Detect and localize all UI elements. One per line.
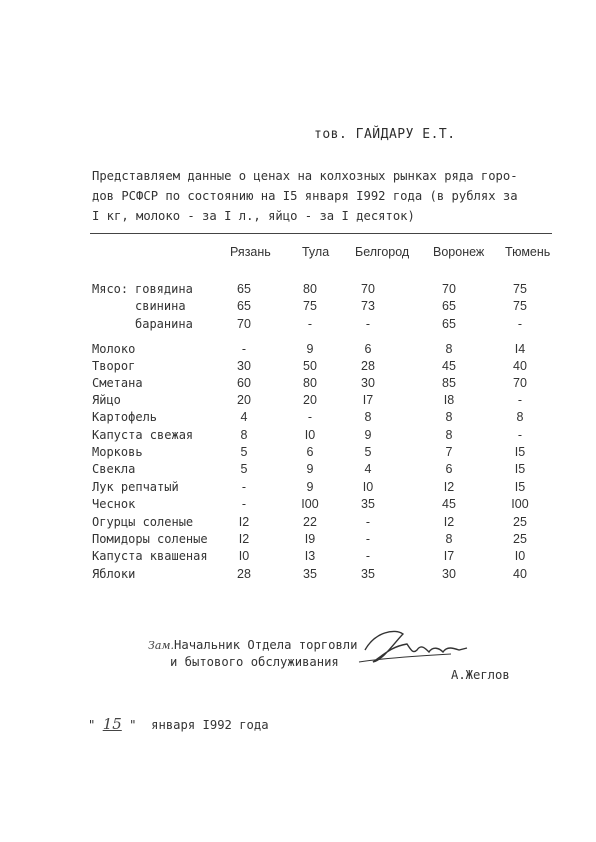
table-cell: - [241, 342, 247, 356]
table-cell: 8 [445, 410, 453, 424]
table-cell: I0 [304, 428, 316, 442]
table-cell: 22 [303, 515, 317, 529]
table-cell: 30 [237, 359, 251, 373]
addressee: тов. ГАЙДАРУ Е.Т. [314, 127, 456, 142]
table-cell: 8 [445, 428, 453, 442]
table-cell: 75 [513, 299, 527, 313]
row-label: баранина [135, 317, 193, 331]
table-cell: 30 [361, 376, 375, 390]
table-cell: I5 [514, 480, 526, 494]
table-cell: I0 [238, 549, 250, 563]
table-cell: 9 [364, 428, 372, 442]
row-label: Сметана [92, 376, 143, 390]
table-cell: - [365, 549, 371, 563]
table-cell: 45 [442, 359, 456, 373]
table-cell: 28 [361, 359, 375, 373]
table-cell: I3 [304, 549, 316, 563]
table-cell: - [517, 393, 523, 407]
table-cell: 5 [364, 445, 372, 459]
row-label: Капуста квашеная [92, 549, 208, 563]
table-cell: 8 [240, 428, 248, 442]
table-cell: 65 [442, 317, 456, 331]
row-label: Огурцы соленые [92, 515, 194, 529]
table-cell: 25 [513, 532, 527, 546]
table-cell: 30 [442, 567, 456, 581]
table-cell: 85 [442, 376, 456, 390]
table-top-rule [90, 233, 552, 234]
table-cell: I2 [238, 532, 250, 546]
date-month-year: января I992 года [151, 718, 269, 732]
table-cell: 60 [237, 376, 251, 390]
date-day-handwritten: 15 [102, 715, 122, 733]
table-cell: I0 [514, 549, 526, 563]
column-header: Тюмень [505, 245, 551, 259]
table-cell: 70 [361, 282, 375, 296]
table-cell: 7 [445, 445, 453, 459]
row-label: Молоко [92, 342, 136, 356]
table-cell: I2 [443, 480, 455, 494]
intro-line: I кг, молоко - за I л., яйцо - за I десяток) [92, 209, 415, 223]
column-header: Белгород [355, 245, 410, 259]
table-cell: - [241, 480, 247, 494]
table-cell: 6 [364, 342, 372, 356]
table-cell: I4 [514, 342, 526, 356]
table-cell: 6 [445, 462, 453, 476]
row-label: Творог [92, 359, 136, 373]
table-cell: I5 [514, 462, 526, 476]
column-header: Рязань [230, 245, 271, 259]
table-cell: 20 [237, 393, 251, 407]
intro-line: Представляем данные о ценах на колхозных рынках ряда горо- [92, 169, 518, 183]
row-label: Яблоки [92, 567, 136, 581]
table-cell: - [517, 317, 523, 331]
handwritten-signature [355, 620, 475, 670]
table-cell: I00 [301, 497, 319, 511]
intro-paragraph [92, 166, 552, 226]
table-cell: 70 [442, 282, 456, 296]
row-label: свинина [135, 299, 186, 313]
table-cell: I7 [362, 393, 374, 407]
table-cell: 8 [445, 342, 453, 356]
date-line [88, 715, 269, 733]
table-cell: 65 [237, 299, 251, 313]
row-label: говядина [135, 282, 193, 296]
row-label: Помидоры соленые [92, 532, 208, 546]
table-cell: - [365, 515, 371, 529]
table-cell: 40 [513, 359, 527, 373]
table-cell: 35 [361, 497, 375, 511]
table-cell: 80 [303, 282, 317, 296]
table-cell: 25 [513, 515, 527, 529]
table-cell: 70 [237, 317, 251, 331]
acting-prefix-handwritten: Зам. [148, 639, 175, 652]
table-cell: - [365, 532, 371, 546]
table-cell: 45 [442, 497, 456, 511]
table-cell: 4 [240, 410, 248, 424]
signature-title: Начальник Отдела торговли [174, 638, 358, 652]
table-cell: - [307, 410, 313, 424]
table-cell: 4 [364, 462, 372, 476]
column-header: Воронеж [433, 245, 485, 259]
table-cell: 9 [306, 342, 314, 356]
row-label: Свекла [92, 462, 136, 476]
column-header: Тула [302, 245, 330, 259]
table-cell: I8 [443, 393, 455, 407]
table-cell: 73 [361, 299, 375, 313]
row-label: Лук репчатый [92, 480, 179, 494]
table-cell: I00 [511, 497, 529, 511]
table-cell: I2 [238, 515, 250, 529]
table-cell: 5 [240, 462, 248, 476]
table-cell: 40 [513, 567, 527, 581]
table-cell: I0 [362, 480, 374, 494]
row-label: Морковь [92, 445, 143, 459]
row-label: Картофель [92, 410, 158, 424]
table-cell: 65 [442, 299, 456, 313]
table-cell: - [307, 317, 313, 331]
table-cell: 9 [306, 480, 314, 494]
table-cell: 80 [303, 376, 317, 390]
date-quote-close: " [129, 718, 137, 732]
intro-line: дов РСФСР по состоянию на I5 января I992 года (в рублях за [92, 189, 518, 203]
table-cell: 6 [306, 445, 314, 459]
table-cell: 8 [445, 532, 453, 546]
table-cell: 20 [303, 393, 317, 407]
table-cell: - [517, 428, 523, 442]
row-category: Мясо: [92, 282, 129, 296]
table-cell: 9 [306, 462, 314, 476]
table-cell: 8 [516, 410, 524, 424]
table-cell: 75 [303, 299, 317, 313]
table-cell: 70 [513, 376, 527, 390]
table-cell: 75 [513, 282, 527, 296]
table-cell: I7 [443, 549, 455, 563]
table-cell: 35 [303, 567, 317, 581]
row-label: Капуста свежая [92, 428, 194, 442]
table-cell: I2 [443, 515, 455, 529]
table-cell: 35 [361, 567, 375, 581]
table-cell: 50 [303, 359, 317, 373]
table-cell: 28 [237, 567, 251, 581]
signature-title-line-1 [148, 637, 357, 654]
row-label: Яйцо [92, 393, 121, 407]
table-cell: - [241, 497, 247, 511]
table-cell: I9 [304, 532, 316, 546]
row-label: Чеснок [92, 497, 136, 511]
table-cell: 5 [240, 445, 248, 459]
table-cell: I5 [514, 445, 526, 459]
signature-block [148, 637, 357, 670]
table-cell: - [365, 317, 371, 331]
signature-title-line-2: и бытового обслуживания [170, 655, 339, 669]
table-cell: 8 [364, 410, 372, 424]
signer-name: А.Жеглов [451, 668, 510, 682]
date-quote-open: " [88, 718, 96, 732]
table-cell: 65 [237, 282, 251, 296]
